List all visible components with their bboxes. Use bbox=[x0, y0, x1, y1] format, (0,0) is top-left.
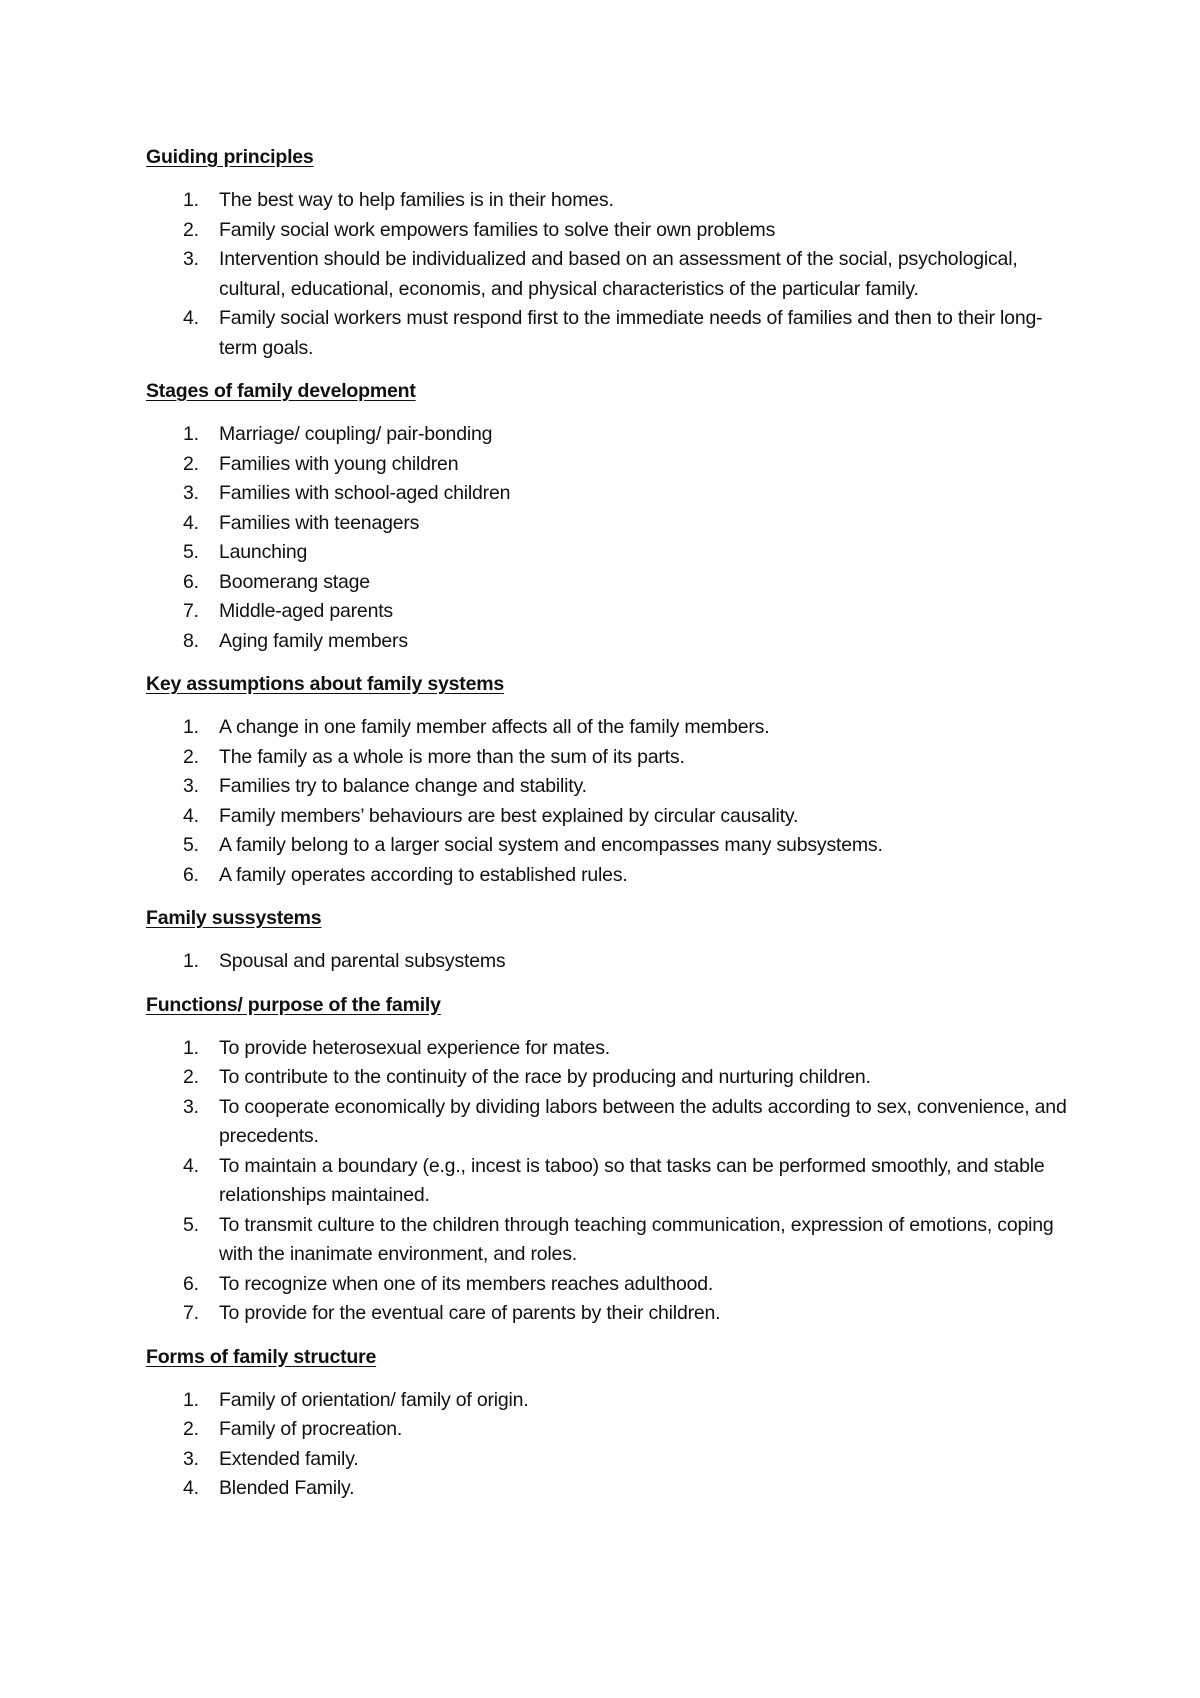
list-number: 4. bbox=[183, 1154, 199, 1177]
list-item-text: Families with school-aged children bbox=[219, 482, 511, 504]
list-number: 3. bbox=[183, 1095, 199, 1118]
list-number: 3. bbox=[183, 775, 199, 797]
numbered-list bbox=[146, 420, 1076, 656]
list-item bbox=[146, 743, 1076, 773]
numbered-list bbox=[146, 947, 1076, 977]
list-item-text: Families with young children bbox=[219, 452, 459, 475]
list-number: 6. bbox=[183, 863, 199, 886]
list-number: 3. bbox=[183, 248, 199, 270]
section-key-assumptions bbox=[146, 670, 1076, 890]
list-item bbox=[146, 1474, 1076, 1504]
numbered-list bbox=[146, 186, 1076, 363]
list-item-text: Boomerang stage bbox=[219, 570, 370, 593]
list-number: 4. bbox=[183, 511, 199, 534]
numbered-list bbox=[146, 713, 1076, 890]
list-item bbox=[146, 597, 1076, 627]
list-item-text: Family social work empowers families to solve their own problems bbox=[219, 218, 776, 241]
list-item-text: Family social workers must respond first to the immediate needs of families and then to their long-term goals. bbox=[219, 307, 1043, 359]
list-number: 2. bbox=[183, 218, 199, 241]
list-number: 1. bbox=[183, 950, 199, 972]
list-item-text: Family members’ behaviours are best explained by circular causality. bbox=[219, 804, 799, 827]
section-functions-of-family bbox=[146, 991, 1076, 1329]
list-number: 1. bbox=[183, 1388, 199, 1411]
list-item-text: To contribute to the continuity of the race by producing and nurturing children. bbox=[219, 1066, 871, 1088]
list-item bbox=[146, 861, 1076, 891]
list-number: 2. bbox=[183, 745, 199, 768]
section-heading: Stages of family development bbox=[146, 380, 416, 402]
list-number: 1. bbox=[183, 716, 199, 738]
list-number: 3. bbox=[183, 1447, 199, 1470]
document-content bbox=[146, 143, 1076, 1518]
list-item-text: Extended family. bbox=[219, 1447, 359, 1470]
section-heading: Guiding principles bbox=[146, 146, 314, 168]
list-item bbox=[146, 1211, 1076, 1270]
list-item bbox=[146, 509, 1076, 539]
list-item bbox=[146, 1299, 1076, 1329]
list-item bbox=[146, 1445, 1076, 1475]
list-number: 1. bbox=[183, 423, 199, 445]
list-item-text: Marriage/ coupling/ pair-bonding bbox=[219, 423, 493, 445]
section-heading: Forms of family structure bbox=[146, 1345, 377, 1368]
list-item-text: To recognize when one of its members reaches adulthood. bbox=[219, 1272, 714, 1295]
list-item bbox=[146, 1152, 1076, 1211]
list-item bbox=[146, 1386, 1076, 1416]
list-item bbox=[146, 1093, 1076, 1152]
list-item-text: Middle-aged parents bbox=[219, 600, 393, 622]
list-number: 1. bbox=[183, 1036, 199, 1059]
list-item bbox=[146, 947, 1076, 977]
section-heading: Key assumptions about family systems bbox=[146, 673, 505, 695]
list-number: 4. bbox=[183, 1477, 199, 1499]
numbered-list bbox=[146, 1386, 1076, 1504]
section-forms-of-family-structure bbox=[146, 1343, 1076, 1504]
list-item-text: The family as a whole is more than the sum of its parts. bbox=[219, 745, 685, 768]
list-item bbox=[146, 802, 1076, 832]
list-item-text: Families with teenagers bbox=[219, 511, 420, 534]
list-item-text: Launching bbox=[219, 541, 308, 563]
list-item bbox=[146, 772, 1076, 802]
list-item bbox=[146, 450, 1076, 480]
section-stages-of-family-development bbox=[146, 377, 1076, 656]
list-item-text: Families try to balance change and stability. bbox=[219, 775, 587, 797]
list-item bbox=[146, 1034, 1076, 1064]
list-item-text: To maintain a boundary (e.g., incest is taboo) so that tasks can be performed smoothly, and stable relationships maintained. bbox=[219, 1154, 1045, 1206]
list-number: 7. bbox=[183, 600, 199, 622]
list-number: 6. bbox=[183, 570, 199, 593]
list-item-text: To cooperate economically by dividing labors between the adults according to sex, convenience, and precedents. bbox=[219, 1095, 1067, 1147]
list-item bbox=[146, 713, 1076, 743]
list-item-text: To provide heterosexual experience for mates. bbox=[219, 1036, 610, 1059]
list-item bbox=[146, 1415, 1076, 1445]
section-guiding-principles bbox=[146, 143, 1076, 363]
list-item bbox=[146, 216, 1076, 246]
list-item-text: A change in one family member affects all of the family members. bbox=[219, 716, 770, 738]
list-item-text: To provide for the eventual care of parents by their children. bbox=[219, 1302, 721, 1324]
list-item-text: Family of orientation/ family of origin. bbox=[219, 1388, 529, 1411]
list-number: 5. bbox=[183, 541, 199, 563]
list-item bbox=[146, 420, 1076, 450]
list-item bbox=[146, 304, 1076, 363]
list-number: 2. bbox=[183, 1418, 199, 1440]
list-item-text: A family operates according to established rules. bbox=[219, 863, 628, 886]
list-item-text: To transmit culture to the children through teaching communication, expression of emotions, coping with the inanimate environment, and roles. bbox=[219, 1213, 1054, 1265]
list-item bbox=[146, 186, 1076, 216]
list-number: 8. bbox=[183, 629, 199, 652]
list-item-text: Intervention should be individualized and based on an assessment of the social, psychological, cultural, educational, economis, and physical characteristics of the particular family. bbox=[219, 248, 1018, 300]
list-number: 7. bbox=[183, 1302, 199, 1324]
list-number: 3. bbox=[183, 482, 199, 504]
list-number: 5. bbox=[183, 1213, 199, 1236]
list-number: 6. bbox=[183, 1272, 199, 1295]
list-item bbox=[146, 1063, 1076, 1093]
list-item-text: Family of procreation. bbox=[219, 1418, 403, 1440]
list-item bbox=[146, 627, 1076, 657]
list-item-text: The best way to help families is in their homes. bbox=[219, 189, 614, 211]
list-item-text: Blended Family. bbox=[219, 1477, 355, 1499]
section-family-subsystems bbox=[146, 904, 1076, 977]
list-item bbox=[146, 831, 1076, 861]
numbered-list bbox=[146, 1034, 1076, 1329]
list-item bbox=[146, 245, 1076, 304]
list-number: 4. bbox=[183, 804, 199, 827]
list-item bbox=[146, 568, 1076, 598]
list-item-text: Spousal and parental subsystems bbox=[219, 950, 506, 972]
section-heading: Family sussystems bbox=[146, 907, 322, 929]
list-item-text: Aging family members bbox=[219, 629, 408, 652]
list-item bbox=[146, 538, 1076, 568]
list-number: 2. bbox=[183, 452, 199, 475]
list-item bbox=[146, 1270, 1076, 1300]
list-item bbox=[146, 479, 1076, 509]
list-item-text: A family belong to a larger social system and encompasses many subsystems. bbox=[219, 834, 883, 856]
list-number: 4. bbox=[183, 307, 199, 329]
section-heading: Functions/ purpose of the family bbox=[146, 993, 441, 1016]
list-number: 2. bbox=[183, 1066, 199, 1088]
list-number: 5. bbox=[183, 834, 199, 856]
list-number: 1. bbox=[183, 189, 199, 211]
